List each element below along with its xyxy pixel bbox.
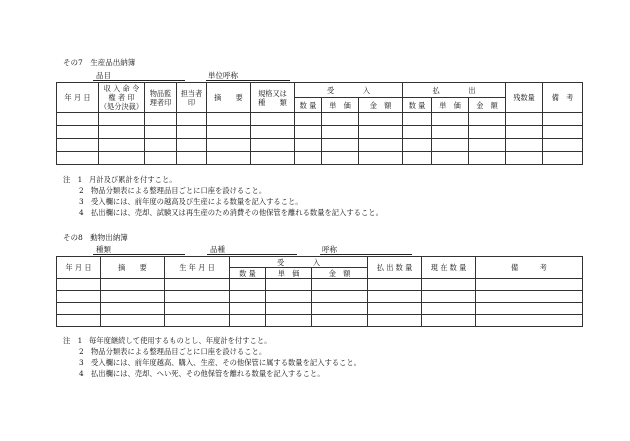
table-cell[interactable] (543, 113, 583, 126)
item-field-line[interactable] (93, 80, 185, 81)
table-row (57, 152, 583, 165)
table-cell[interactable] (368, 291, 422, 303)
header-remaining: 残数量 (506, 83, 543, 113)
table-cell[interactable] (230, 279, 266, 291)
table-cell[interactable] (403, 113, 432, 126)
section-7-title: その7 生産品出納簿 (63, 58, 136, 67)
production-ledger-table (56, 82, 583, 165)
table-cell[interactable] (145, 113, 177, 126)
unit-name-field-label: 単位呼称 (208, 71, 238, 80)
unit-name-field-line[interactable] (206, 80, 290, 81)
note-number: 2 (79, 186, 84, 195)
table-cell[interactable] (57, 291, 101, 303)
table-cell[interactable] (295, 139, 322, 152)
table-cell[interactable] (57, 126, 99, 139)
table-cell[interactable] (177, 152, 207, 165)
table-cell[interactable] (422, 303, 476, 315)
table-cell[interactable] (57, 152, 99, 165)
note-number: 注 1 (63, 175, 83, 184)
header-spec: 規格又は 種 類 (251, 83, 295, 113)
table-cell[interactable] (57, 113, 99, 126)
table-cell[interactable] (312, 279, 368, 291)
table-cell[interactable] (207, 139, 251, 152)
header-receive-unit-price: 単 価 (322, 98, 359, 113)
table-cell[interactable] (359, 139, 403, 152)
table-cell[interactable] (506, 126, 543, 139)
table-cell[interactable] (312, 291, 368, 303)
table-cell[interactable] (251, 126, 295, 139)
table-cell[interactable] (476, 279, 583, 291)
table-cell[interactable] (230, 315, 266, 327)
table-cell[interactable] (422, 279, 476, 291)
table-cell[interactable] (476, 315, 583, 327)
table-cell[interactable] (368, 315, 422, 327)
note-number: 注 1 (63, 336, 83, 345)
note-text: 受入欄には、前年度越高、購入、生産、その他保管に属する数量を記入すること。 (91, 358, 361, 367)
table-cell[interactable] (422, 291, 476, 303)
header-pay-unit-price: 単 価 (432, 98, 469, 113)
table-cell[interactable] (368, 279, 422, 291)
table-cell[interactable] (230, 303, 266, 315)
header-birth-date: 生 年 月 日 (165, 257, 230, 279)
table-row (57, 315, 583, 327)
table-cell[interactable] (165, 303, 230, 315)
note-text: 払出欄には、売却、試験又は再生産のため消費その他保管を離れる数量を記入すること。 (91, 208, 383, 217)
table-cell[interactable] (57, 315, 101, 327)
table-cell[interactable] (295, 126, 322, 139)
table-cell[interactable] (99, 126, 145, 139)
call-name-field-label: 呼称 (322, 245, 337, 254)
table-cell[interactable] (165, 291, 230, 303)
note-7-4 (79, 208, 383, 218)
header-receive-unit-price: 単 価 (266, 268, 312, 279)
table-cell[interactable] (403, 126, 432, 139)
header-person-seal: 担当者 印 (177, 83, 207, 113)
note-8-1 (63, 336, 271, 346)
table-cell[interactable] (543, 152, 583, 165)
header-summary: 摘 要 (101, 257, 165, 279)
table-cell[interactable] (506, 113, 543, 126)
table-row (57, 126, 583, 139)
table-cell[interactable] (177, 126, 207, 139)
table-cell[interactable] (422, 315, 476, 327)
table-cell[interactable] (432, 113, 469, 126)
note-7-2 (79, 186, 266, 196)
note-text: 受入欄には、前年度の越高及び生産による数量を記入すること。 (91, 197, 303, 206)
table-cell[interactable] (251, 139, 295, 152)
header-date: 年 月 日 (57, 83, 99, 113)
table-cell[interactable] (266, 291, 312, 303)
table-cell[interactable] (295, 152, 322, 165)
table-cell[interactable] (469, 152, 506, 165)
header-receive-amount: 金 額 (312, 268, 368, 279)
note-8-4 (79, 369, 325, 379)
header-receive-qty: 数 量 (230, 268, 266, 279)
table-cell[interactable] (403, 152, 432, 165)
note-text: 毎年度継続して使用するものとし、年度計を付すこと。 (89, 336, 272, 345)
table-cell[interactable] (266, 315, 312, 327)
breed-field-label: 品種 (210, 245, 225, 254)
header-remarks: 備 考 (543, 83, 583, 113)
table-cell[interactable] (469, 113, 506, 126)
call-name-field-line[interactable] (320, 254, 412, 255)
table-cell[interactable] (57, 303, 101, 315)
note-text: 月計及び累計を付すこと。 (89, 175, 177, 184)
table-cell[interactable] (359, 126, 403, 139)
table-cell[interactable] (207, 126, 251, 139)
note-8-3 (79, 358, 361, 368)
header-supervisor-seal: 物品監 理者印 (145, 83, 177, 113)
header-receive-qty: 数 量 (295, 98, 322, 113)
header-date: 年 月 日 (57, 257, 101, 279)
table-cell[interactable] (266, 279, 312, 291)
table-cell[interactable] (177, 139, 207, 152)
header-remarks: 備 考 (476, 257, 583, 279)
table-cell[interactable] (57, 139, 99, 152)
table-cell[interactable] (432, 152, 469, 165)
header-summary: 摘 要 (207, 83, 251, 113)
table-cell[interactable] (476, 291, 583, 303)
note-number: 3 (79, 358, 84, 367)
note-number: 4 (79, 369, 84, 378)
table-cell[interactable] (469, 139, 506, 152)
table-cell[interactable] (432, 139, 469, 152)
table-cell[interactable] (145, 139, 177, 152)
table-cell[interactable] (101, 303, 165, 315)
type-field-label: 種類 (96, 245, 111, 254)
table-cell[interactable] (322, 152, 359, 165)
note-8-2 (79, 347, 266, 357)
table-row (57, 113, 583, 126)
header-pay: 払 出 (403, 83, 506, 98)
table-cell[interactable] (312, 303, 368, 315)
header-receive: 受 入 (295, 83, 403, 98)
table-cell[interactable] (177, 113, 207, 126)
table-cell[interactable] (368, 303, 422, 315)
note-text: 払出欄には、売却、へい死、その他保管を離れる数量を記入すること。 (91, 369, 325, 378)
table-cell[interactable] (99, 113, 145, 126)
table-cell[interactable] (322, 139, 359, 152)
note-text: 物品分類表による整理品目ごとに口座を設けること。 (91, 347, 267, 356)
table-cell[interactable] (99, 152, 145, 165)
table-row (57, 279, 583, 291)
table-cell[interactable] (145, 152, 177, 165)
table-cell[interactable] (99, 139, 145, 152)
item-field-label: 品目 (96, 71, 111, 80)
table-cell[interactable] (359, 113, 403, 126)
header-receive: 受 入 (230, 257, 368, 268)
note-7-1 (63, 175, 177, 185)
table-row (57, 303, 583, 315)
table-cell[interactable] (207, 113, 251, 126)
note-text: 物品分類表による整理品目ごとに口座を設けること。 (91, 186, 267, 195)
table-cell[interactable] (266, 303, 312, 315)
table-row (57, 291, 583, 303)
note-7-3 (79, 197, 303, 207)
table-cell[interactable] (101, 315, 165, 327)
table-cell[interactable] (469, 126, 506, 139)
note-number: 2 (79, 347, 84, 356)
table-cell[interactable] (322, 126, 359, 139)
table-cell[interactable] (57, 279, 101, 291)
breed-field-line[interactable] (207, 254, 297, 255)
table-cell[interactable] (251, 113, 295, 126)
type-field-line[interactable] (93, 254, 185, 255)
table-cell[interactable] (207, 152, 251, 165)
table-row (57, 139, 583, 152)
table-cell[interactable] (476, 303, 583, 315)
table-cell[interactable] (543, 126, 583, 139)
table-cell[interactable] (251, 152, 295, 165)
table-cell[interactable] (506, 152, 543, 165)
header-order-seal: 収 入 命 令 権 者 印 （処分決裁） (99, 84, 144, 111)
table-cell[interactable] (165, 315, 230, 327)
table-cell[interactable] (101, 291, 165, 303)
table-cell[interactable] (359, 152, 403, 165)
table-cell[interactable] (403, 139, 432, 152)
table-cell[interactable] (543, 139, 583, 152)
section-8-title: その8 動物出納簿 (63, 233, 128, 242)
header-current-qty: 現 在 数 量 (422, 257, 476, 279)
table-cell[interactable] (322, 113, 359, 126)
table-cell[interactable] (165, 279, 230, 291)
note-number: 3 (79, 197, 84, 206)
animal-ledger-table (56, 256, 583, 327)
header-out-qty: 払 出 数 量 (368, 257, 422, 279)
table-cell[interactable] (312, 315, 368, 327)
header-pay-qty: 数 量 (403, 98, 432, 113)
table-cell[interactable] (230, 291, 266, 303)
table-cell[interactable] (101, 279, 165, 291)
header-pay-amount: 金 額 (469, 98, 506, 113)
table-cell[interactable] (506, 139, 543, 152)
table-cell[interactable] (295, 113, 322, 126)
header-receive-amount: 金 額 (359, 98, 403, 113)
table-cell[interactable] (145, 126, 177, 139)
note-number: 4 (79, 208, 84, 217)
table-cell[interactable] (432, 126, 469, 139)
